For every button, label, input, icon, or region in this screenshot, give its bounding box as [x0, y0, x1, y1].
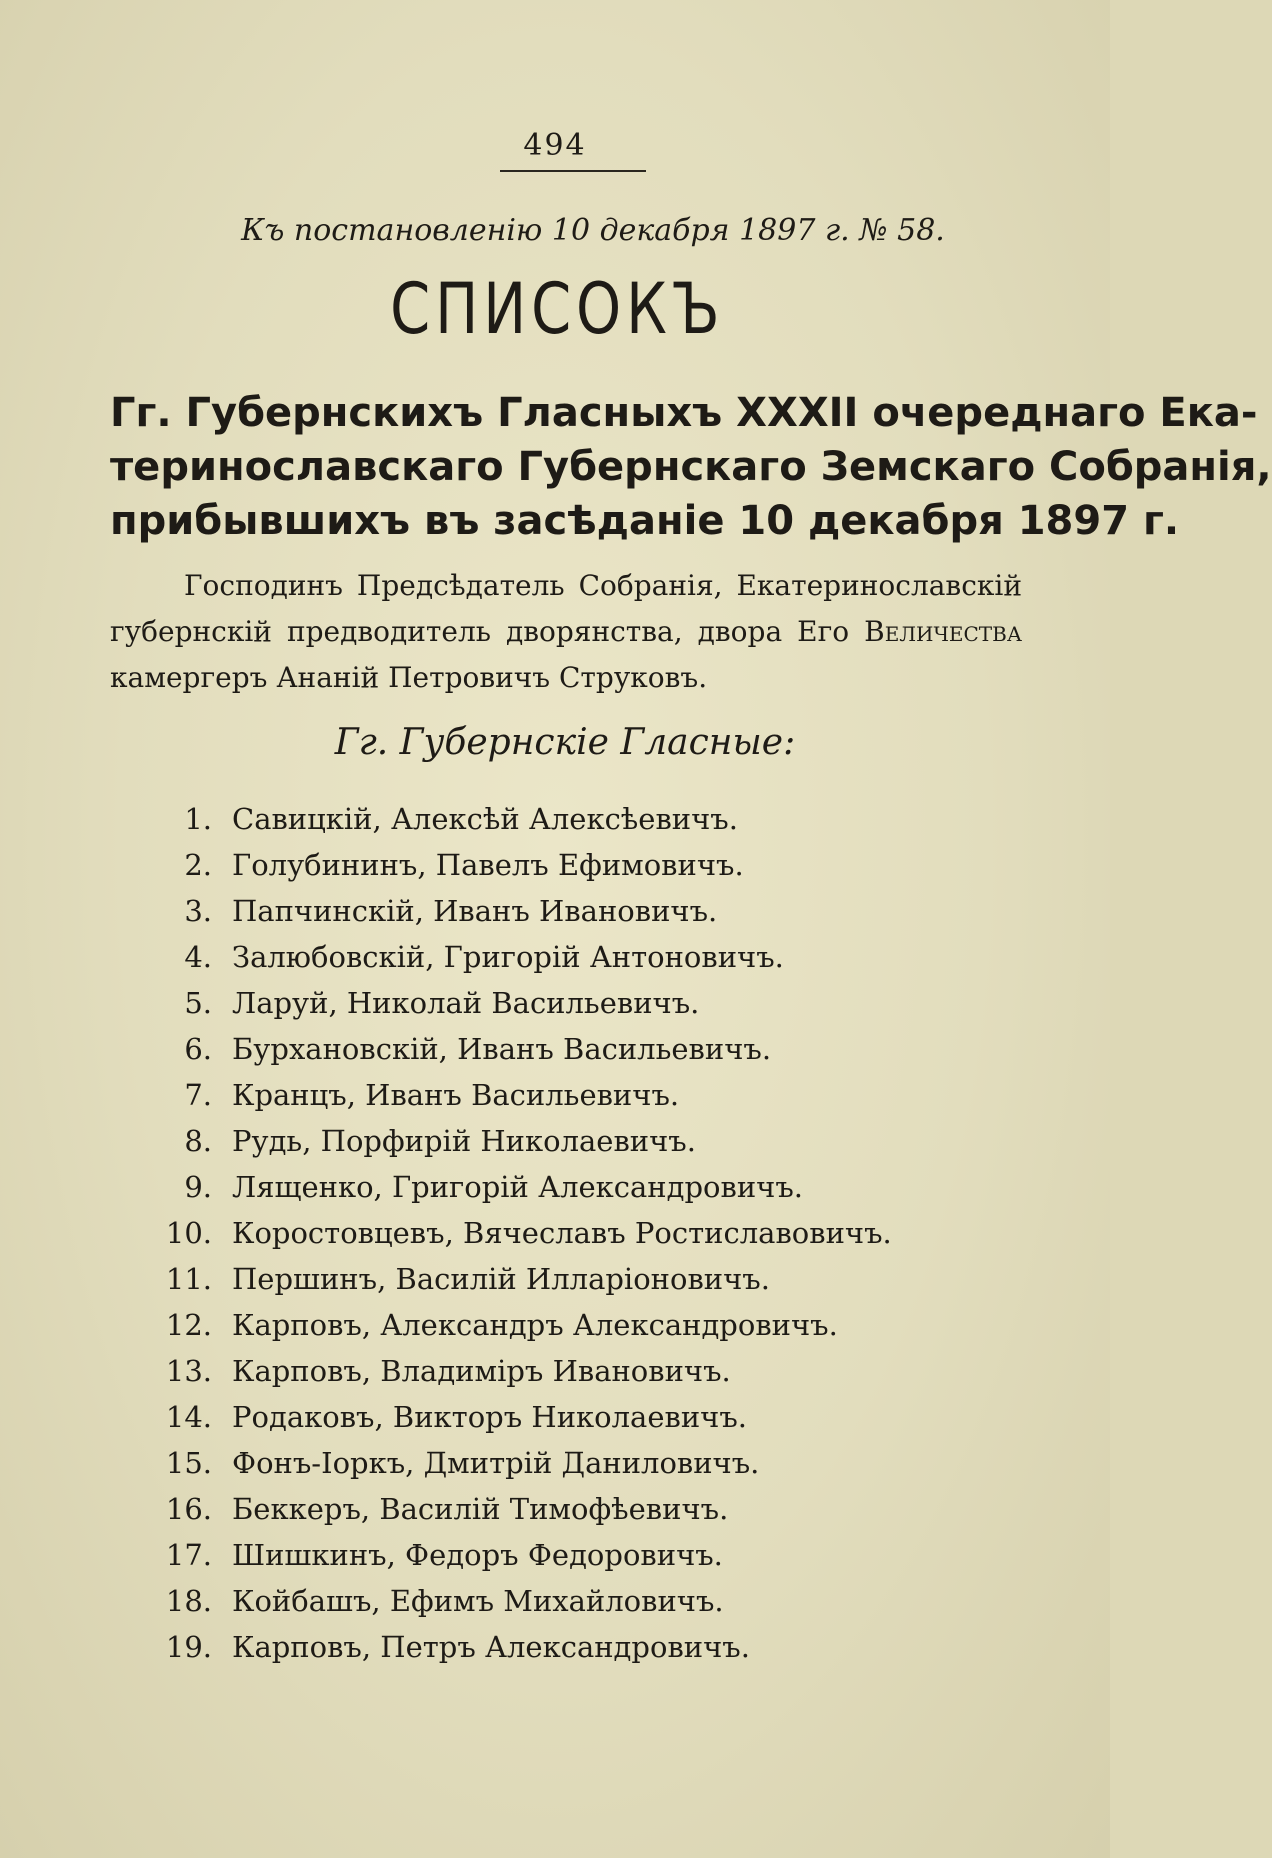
item-number: 10.: [165, 1216, 212, 1250]
list-item: [0, 1256, 1110, 1302]
subtitle-line: прибывшихъ въ засѣданіе 10 декабря 1897 г.: [110, 498, 1180, 544]
member-name: Рудь, Порфирій Николаевичъ.: [232, 1124, 696, 1158]
list-item: [0, 1394, 1110, 1440]
member-name: Савицкій, Алексѣй Алексѣевичъ.: [232, 802, 738, 836]
chairman-line-text: губернскій предводитель дворянства, двора Его: [110, 615, 865, 648]
item-number: 18.: [165, 1584, 212, 1618]
chairman-paragraph: [110, 563, 1022, 701]
list-item: [0, 1118, 1110, 1164]
document-subtitle: [110, 386, 1272, 548]
item-number: 7.: [184, 1078, 212, 1112]
page-number: 494: [523, 128, 587, 163]
item-number: 8.: [184, 1124, 212, 1158]
document-title: СПИСОКЪ: [390, 268, 725, 350]
list-item: [0, 1348, 1110, 1394]
item-number: 5.: [184, 986, 212, 1020]
list-item: [0, 980, 1110, 1026]
chairman-line: Господинъ Предсѣдатель Собранія, Екатеринославскій: [184, 569, 1022, 602]
member-name: Шишкинъ, Федоръ Федоровичъ.: [232, 1538, 723, 1572]
chairman-line: [110, 609, 1022, 655]
list-item: [0, 1302, 1110, 1348]
list-item: [0, 888, 1110, 934]
member-name: Родаковъ, Викторъ Николаевичъ.: [232, 1400, 747, 1434]
list-heading: Гг. Губернскіе Гласные:: [334, 722, 796, 763]
list-item: [0, 842, 1110, 888]
member-name: Беккеръ, Василій Тимофѣевичъ.: [232, 1492, 729, 1526]
member-name: Кранцъ, Иванъ Васильевичъ.: [232, 1078, 680, 1112]
list-item: [0, 1532, 1110, 1578]
list-item: [0, 1440, 1110, 1486]
item-number: 2.: [184, 848, 212, 882]
members-list: [0, 796, 1110, 1670]
member-name: Голубининъ, Павелъ Ефимовичъ.: [232, 848, 744, 882]
list-item: [0, 1624, 1110, 1670]
list-item: [0, 1026, 1110, 1072]
subtitle-line: теринославскаго Губернскаго Земскаго Собранія,: [110, 444, 1272, 490]
item-number: 17.: [165, 1538, 212, 1572]
list-item: [0, 1072, 1110, 1118]
chairman-line-smallcaps: Величества: [864, 615, 1022, 648]
item-number: 1.: [184, 802, 212, 836]
item-number: 12.: [165, 1308, 212, 1342]
item-number: 13.: [165, 1354, 212, 1388]
item-number: 19.: [165, 1630, 212, 1664]
list-item: [0, 1164, 1110, 1210]
item-number: 3.: [184, 894, 212, 928]
chairman-line: камергеръ Ананій Петровичъ Струковъ.: [110, 661, 708, 694]
member-name: Карповъ, Владиміръ Ивановичъ.: [232, 1354, 731, 1388]
item-number: 6.: [184, 1032, 212, 1066]
list-item: [0, 796, 1110, 842]
member-name: Лященко, Григорій Александровичъ.: [232, 1170, 804, 1204]
item-number: 16.: [165, 1492, 212, 1526]
list-item: [0, 1210, 1110, 1256]
member-name: Залюбовскій, Григорій Антоновичъ.: [232, 940, 784, 974]
item-number: 11.: [165, 1262, 212, 1296]
member-name: Бурхановскій, Иванъ Васильевичъ.: [232, 1032, 772, 1066]
subtitle-line: Гг. Губернскихъ Гласныхъ XXXII очереднаго Ека-: [110, 390, 1258, 436]
list-item: [0, 1486, 1110, 1532]
list-item: [0, 934, 1110, 980]
decree-reference: Къ постановленію 10 декабря 1897 г. № 58.: [241, 213, 945, 248]
item-number: 14.: [165, 1400, 212, 1434]
member-name: Папчинскій, Иванъ Ивановичъ.: [232, 894, 718, 928]
member-name: Койбашъ, Ефимъ Михайловичъ.: [232, 1584, 724, 1618]
page-number-rule: [500, 170, 646, 172]
member-name: Коростовцевъ, Вячеславъ Ростиславовичъ.: [232, 1216, 892, 1250]
member-name: Карповъ, Петръ Александровичъ.: [232, 1630, 750, 1664]
member-name: Карповъ, Александръ Александровичъ.: [232, 1308, 838, 1342]
item-number: 15.: [165, 1446, 212, 1480]
member-name: Фонъ-Іоркъ, Дмитрій Даниловичъ.: [232, 1446, 760, 1480]
item-number: 9.: [184, 1170, 212, 1204]
member-name: Першинъ, Василій Илларіоновичъ.: [232, 1262, 770, 1296]
list-item: [0, 1578, 1110, 1624]
member-name: Ларуй, Николай Васильевичъ.: [232, 986, 700, 1020]
item-number: 4.: [184, 940, 212, 974]
